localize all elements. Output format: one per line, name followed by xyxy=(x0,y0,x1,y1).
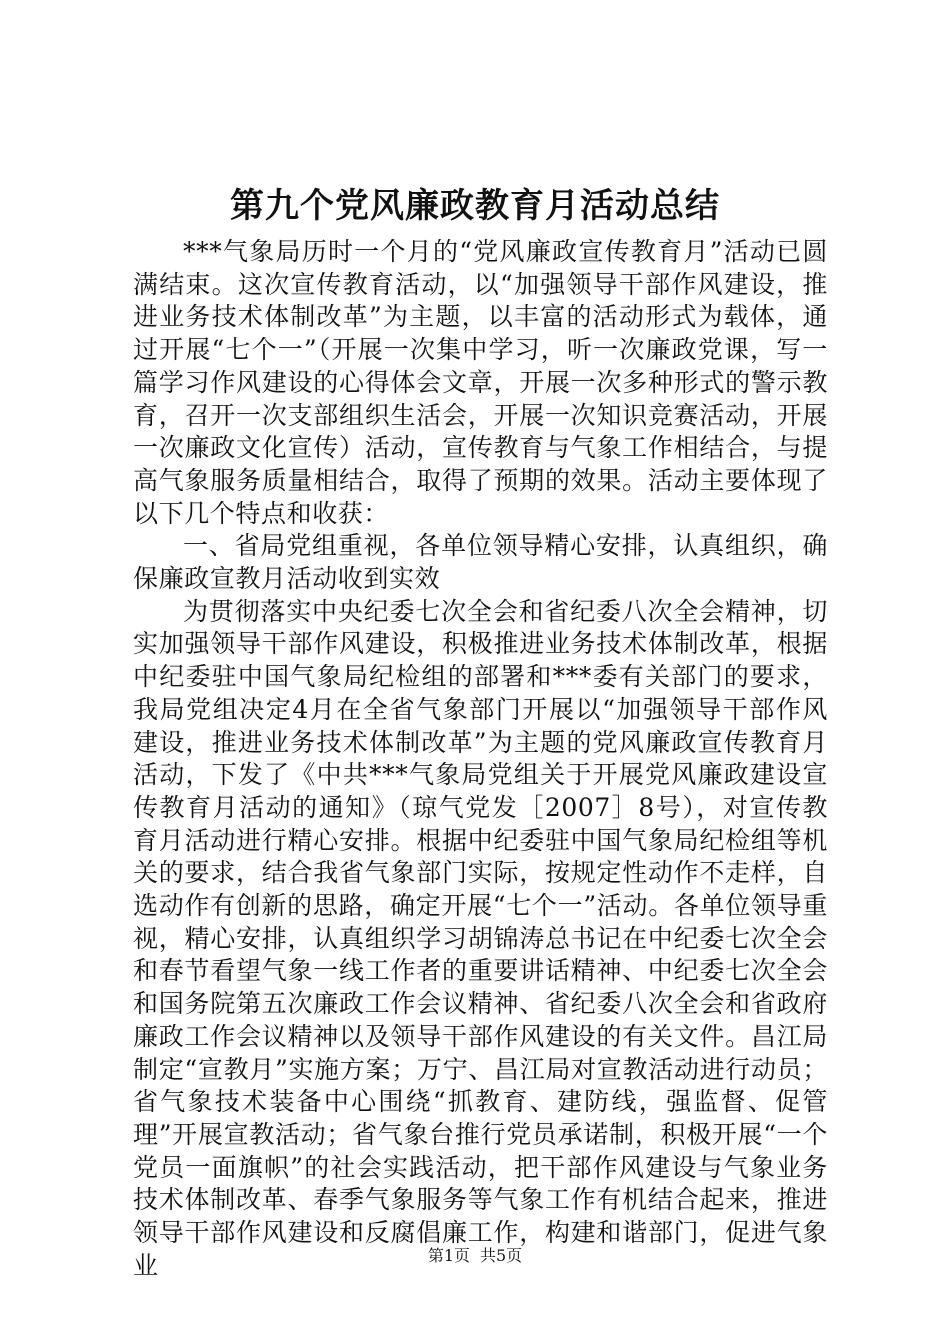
paragraph-section-body: 为贯彻落实中央纪委七次全会和省纪委八次全会精神，切实加强领导干部作风建设，积极推进业务技术体制改革，根据中纪委驻中国气象局纪检组的部署和***委有关部门的要求，我局党组决定4月在全省气象部门开展以“加强领导干部作风建设，推进业务技术体制改革”为主题的党风廉政宣传教育月活动，下发了《中共***气象局党组关于开展党风廉政建设宣传教育月活动的通知》（琼气党发［2007］8号），对宣传教育月活动进行精心安排。根据中纪委驻中国气象局纪检组等机关的要求，结合我省气象部门实际，按规定性动作不走样，自选动作有创新的思路，确定开展“七个一”活动。各单位领导重视，精心安排，认真组织学习胡锦涛总书记在中纪委七次全会和春节看望气象一线工作者的重要讲话精神、中纪委七次全会和国务院第五次廉政工作会议精神、省纪委八次全会和省政府廉政工作会议精神以及领导干部作风建设的有关文件。昌江局制定“宣教月”实施方案；万宁、昌江局对宣教活动进行动员；省气象技术装备中心围绕“抓教育、建防线，强监督、促管理”开展宣教活动；省气象台推行党员承诺制，积极开展“一个党员一面旗帜”的社会实践活动，把干部作风建设与气象业务技术体制改革、春季气象服务等气象工作有机结合起来，推进领导干部作风建设和反腐倡廉工作，构建和谐部门，促进气象业 xyxy=(133,596,828,1280)
document-body xyxy=(133,236,828,1283)
paragraph-section-heading: 一、省局党组重视，各单位领导精心安排，认真组织，确保廉政宣教月活动收到实效 xyxy=(133,531,828,594)
page-footer xyxy=(0,1245,950,1267)
paragraph-intro: ***气象局历时一个月的“党风廉政宣传教育月”活动已圆满结束。这次宣传教育活动，以“加强领导干部作风建设，推进业务技术体制改革”为主题，以丰富的活动形式为载体，通过开展“七个一”（开展一次集中学习，听一次廉政党课，写一篇学习作风建设的心得体会文章，开展一次多种形式的警示教育，召开一次支部组织生活会，开展一次知识竞赛活动，开展一次廉政文化宣传）活动，宣传教育与气象工作相结合，与提高气象服务质量相结合，取得了预期的效果。活动主要体现了以下几个特点和收获： xyxy=(133,237,828,528)
page-number: 第1页 xyxy=(427,1246,470,1265)
page-total: 共5页 xyxy=(480,1246,523,1265)
document-title: 第九个党风廉政教育月活动总结 xyxy=(230,186,720,226)
